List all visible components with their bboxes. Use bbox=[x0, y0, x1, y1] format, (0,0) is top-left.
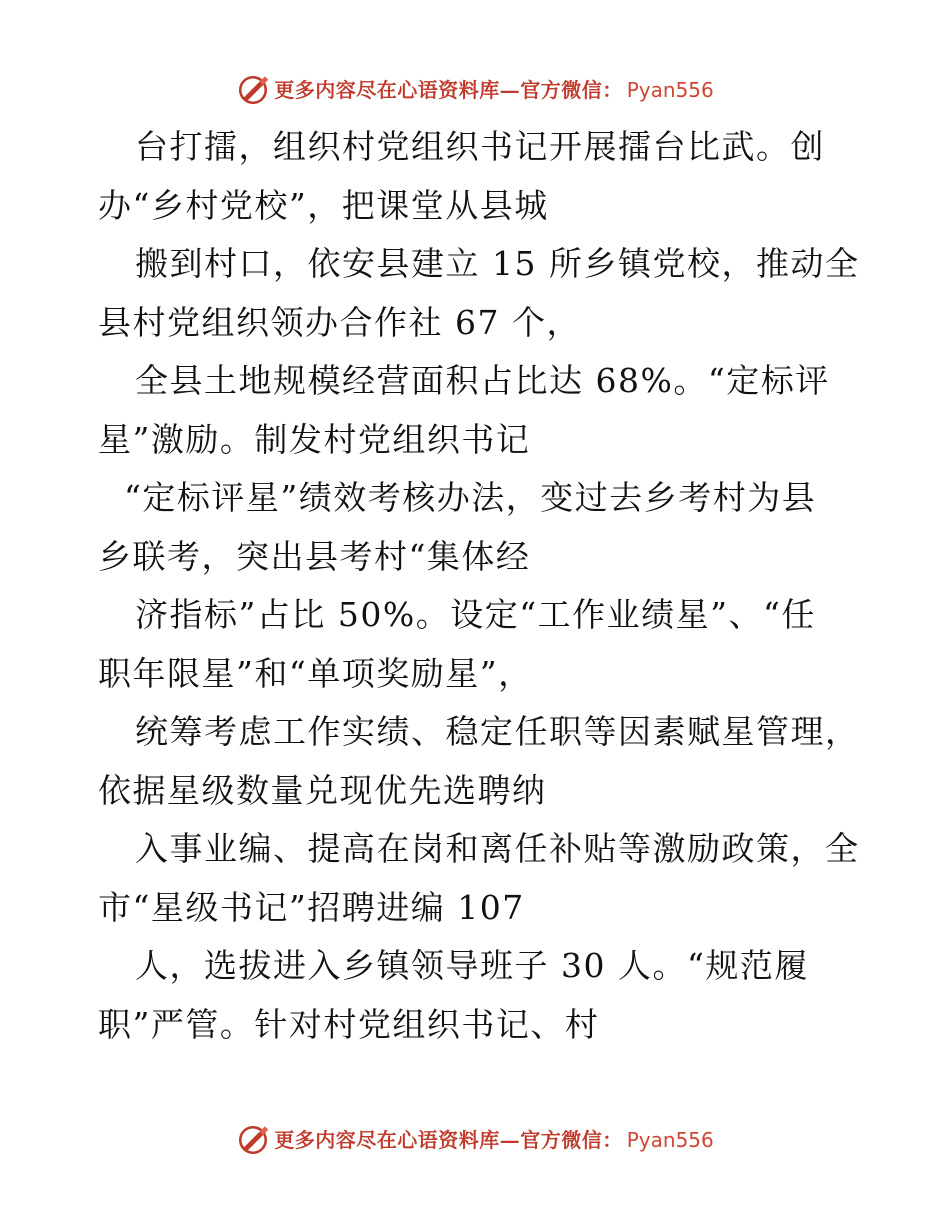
pen-logo-icon bbox=[236, 73, 270, 107]
body-line: 人，选拔进入乡镇领导班子 30 人。“规范履 bbox=[135, 946, 809, 985]
body-line: 县村党组织领办合作社 67 个， bbox=[98, 302, 581, 342]
page-header-watermark bbox=[0, 70, 950, 110]
body-line: 统筹考虑工作实绩、稳定任职等因素赋星管理， bbox=[135, 712, 860, 751]
page-footer-watermark bbox=[0, 1120, 950, 1160]
watermark-banner bbox=[236, 73, 714, 107]
body-line: 职年限星”和“单项奖励星”， bbox=[98, 653, 533, 693]
pen-logo-icon bbox=[236, 1123, 270, 1157]
body-line: 办“乡村党校”，把课堂从县城 bbox=[98, 185, 549, 225]
document-body bbox=[98, 118, 858, 1054]
watermark-wechat-id: Pyan556 bbox=[626, 1128, 714, 1152]
watermark-text: 更多内容尽在心语资料库—官方微信： bbox=[274, 1128, 623, 1152]
body-line: 依据星级数量兑现优先选聘纳 bbox=[98, 770, 547, 810]
watermark-wechat-id: Pyan556 bbox=[626, 78, 714, 102]
body-line: “定标评星”绩效考核办法，变过去乡考村为县 bbox=[124, 478, 817, 517]
body-line: 全县土地规模经营面积占比达 68%。“定标评 bbox=[135, 361, 830, 400]
watermark-banner bbox=[236, 1123, 714, 1157]
body-line: 乡联考，突出县考村“集体经 bbox=[98, 536, 531, 576]
body-line: 职”严管。针对村党组织书记、村 bbox=[98, 1004, 600, 1044]
body-line: 台打擂，组织村党组织书记开展擂台比武。创 bbox=[135, 127, 825, 166]
watermark-text: 更多内容尽在心语资料库—官方微信： bbox=[274, 78, 623, 102]
body-line: 市“星级书记”招聘进编 107 bbox=[98, 887, 525, 927]
body-line: 入事业编、提高在岗和离任补贴等激励政策，全 bbox=[135, 829, 860, 868]
body-line: 济指标”占比 50%。设定“工作业绩星”、“任 bbox=[135, 595, 816, 634]
body-line: 搬到村口，依安县建立 15 所乡镇党校，推动全 bbox=[135, 244, 860, 283]
body-line: 星”激励。制发村党组织书记 bbox=[98, 419, 531, 459]
